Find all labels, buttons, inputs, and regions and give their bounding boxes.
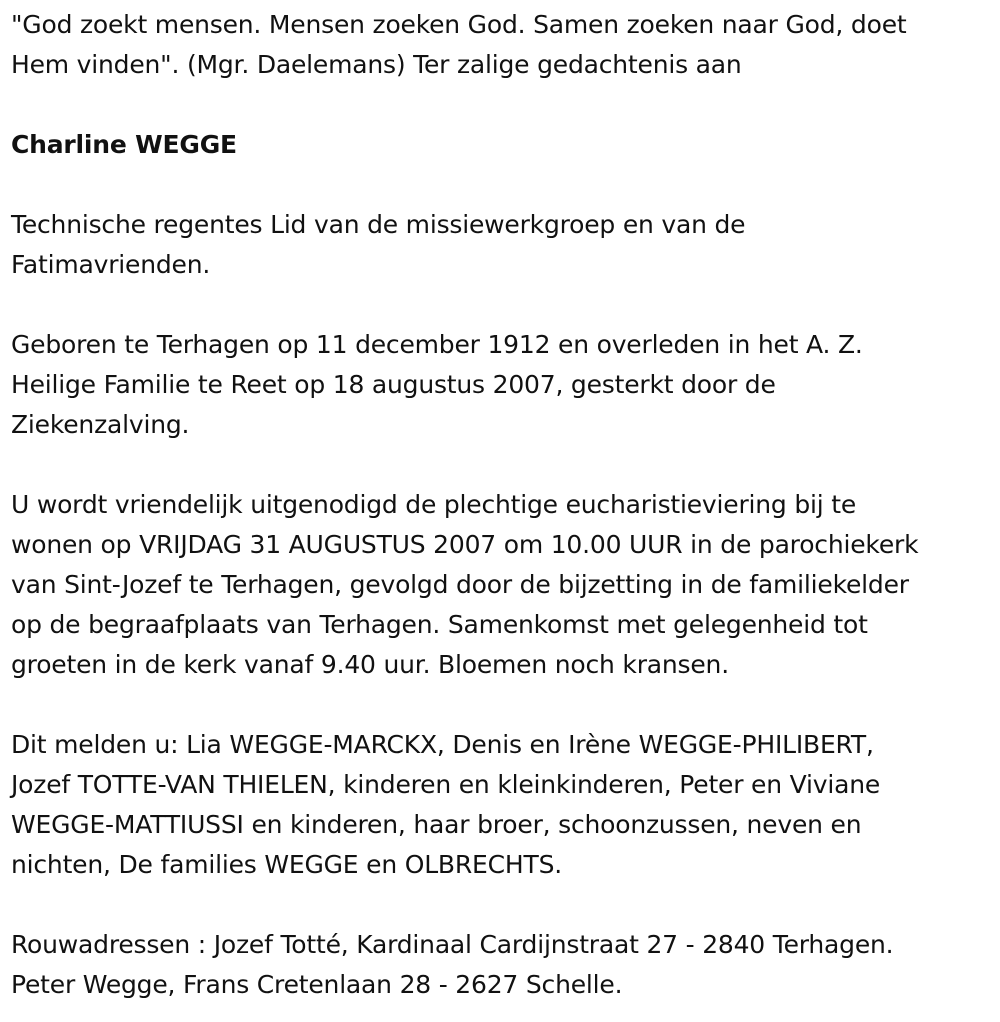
family-line: nichten, De families WEGGE en OLBRECHTS. xyxy=(11,850,562,879)
occupation-line: Technische regentes Lid van de missiewerkgroep en van de xyxy=(11,210,746,239)
invitation-line: U wordt vriendelijk uitgenodigd de plechtige eucharistieviering bij te xyxy=(11,490,857,519)
invitation-paragraph xyxy=(11,485,996,685)
occupation-line: Fatimavrienden. xyxy=(11,250,211,279)
mourning-addresses xyxy=(11,925,996,1005)
birth-death-paragraph xyxy=(11,325,996,445)
address-line: Peter Wegge, Frans Cretenlaan 28 - 2627 Schelle. xyxy=(11,970,623,999)
intro-quote xyxy=(11,5,996,85)
family-line: Dit melden u: Lia WEGGE-MARCKX, Denis en Irène WEGGE-PHILIBERT, xyxy=(11,730,874,759)
family-line: Jozef TOTTE-VAN THIELEN, kinderen en kleinkinderen, Peter en Viviane xyxy=(11,770,881,799)
birth-death-line: Ziekenzalving. xyxy=(11,410,190,439)
invitation-line: groeten in de kerk vanaf 9.40 uur. Bloemen noch kransen. xyxy=(11,650,729,679)
deceased-name-text: Charline WEGGE xyxy=(11,130,237,159)
address-line: Rouwadressen : Jozef Totté, Kardinaal Cardijnstraat 27 - 2840 Terhagen. xyxy=(11,930,894,959)
invitation-line: van Sint-Jozef te Terhagen, gevolgd door de bijzetting in de familiekelder xyxy=(11,570,909,599)
birth-death-line: Heilige Familie te Reet op 18 augustus 2007, gesterkt door de xyxy=(11,370,776,399)
invitation-line: op de begraafplaats van Terhagen. Samenkomst met gelegenheid tot xyxy=(11,610,868,639)
family-line: WEGGE-MATTIUSSI en kinderen, haar broer, schoonzussen, neven en xyxy=(11,810,862,839)
deceased-name xyxy=(11,125,996,165)
obituary-notice xyxy=(11,5,996,1005)
intro-quote-line: Hem vinden". (Mgr. Daelemans) Ter zalige gedachtenis aan xyxy=(11,50,742,79)
occupation-paragraph xyxy=(11,205,996,285)
intro-quote-line: "God zoekt mensen. Mensen zoeken God. Samen zoeken naar God, doet xyxy=(11,10,907,39)
family-paragraph xyxy=(11,725,996,885)
birth-death-line: Geboren te Terhagen op 11 december 1912 en overleden in het A. Z. xyxy=(11,330,863,359)
invitation-line: wonen op VRIJDAG 31 AUGUSTUS 2007 om 10.00 UUR in de parochiekerk xyxy=(11,530,919,559)
